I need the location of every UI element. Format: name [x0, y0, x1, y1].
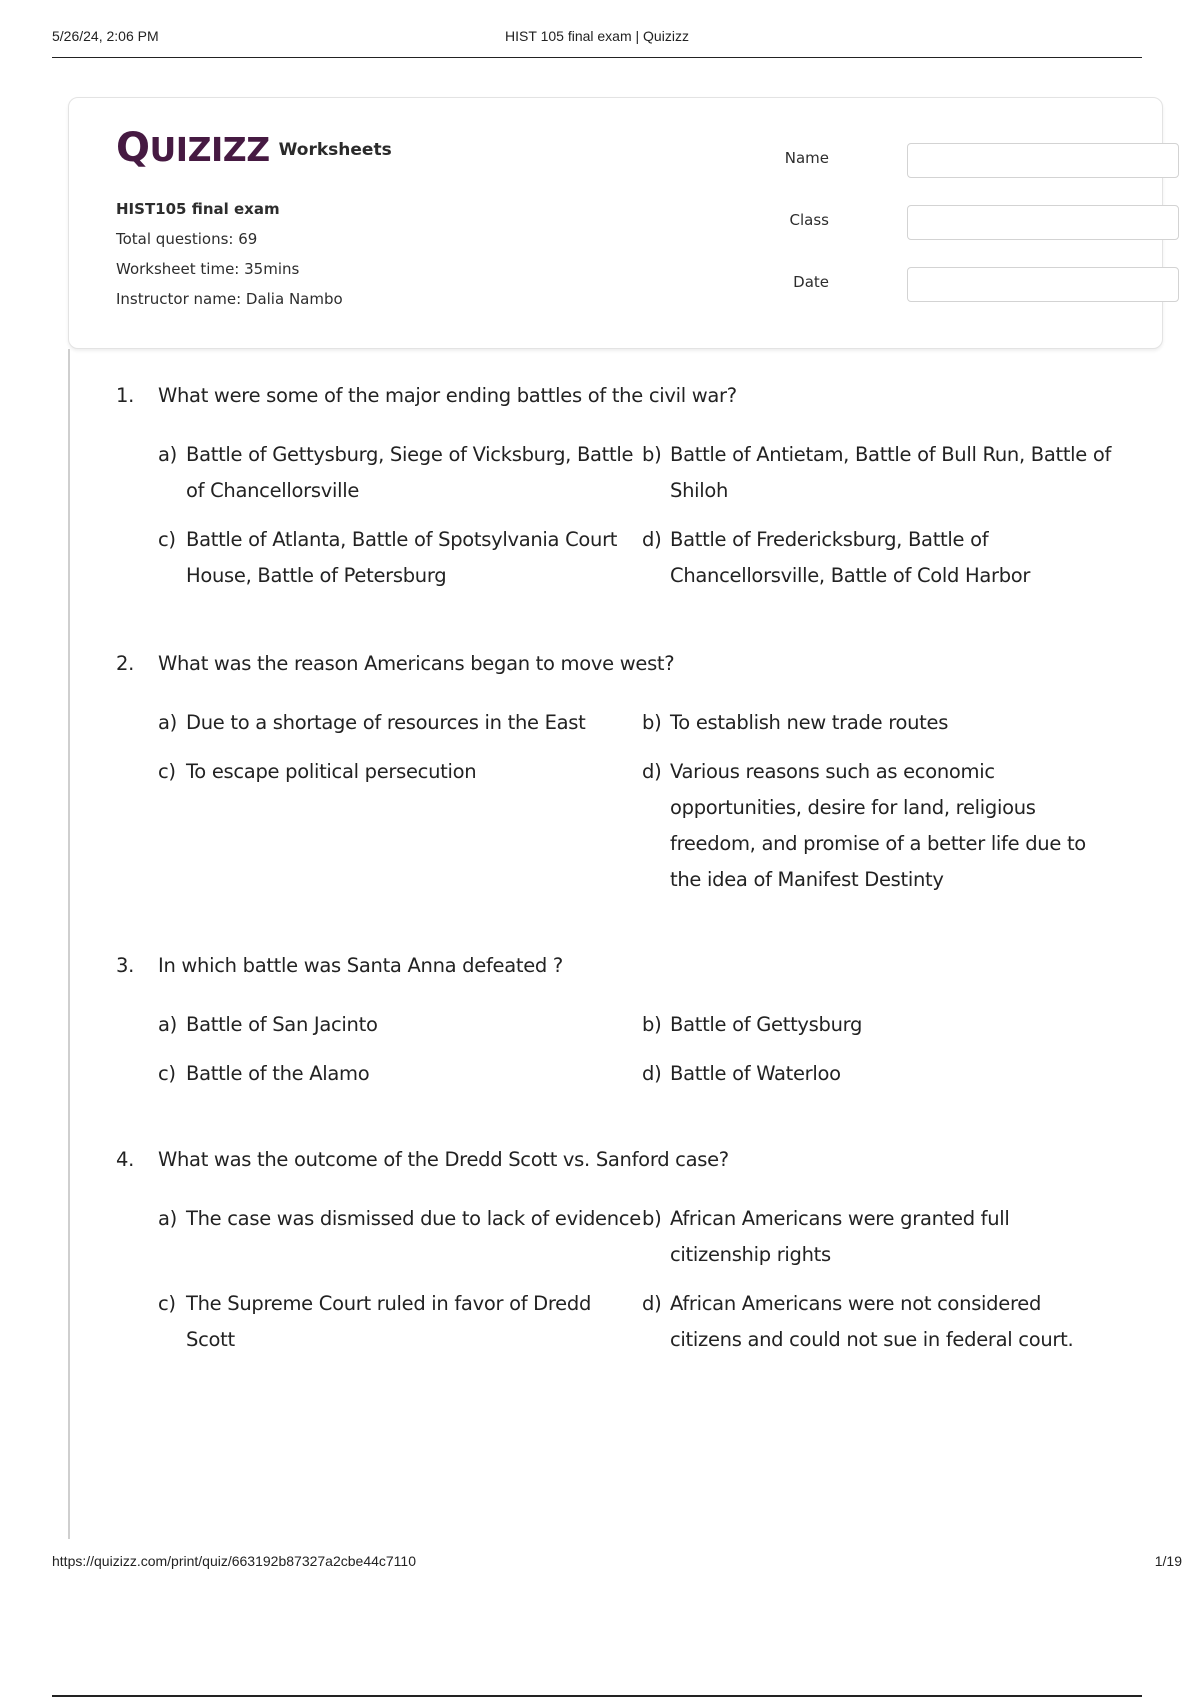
- question-options: [158, 1007, 1116, 1092]
- option-letter: c): [158, 528, 176, 551]
- option-letter: a): [158, 443, 177, 466]
- option-text: Battle of Antietam, Battle of Bull Run, Battle of Shiloh: [670, 443, 1112, 502]
- page-bottom-rule: [52, 1695, 1142, 1697]
- option-text: Various reasons such as economic opportunities, desire for land, religious freedom, and promise of a better life due to the idea of Manifest Destinty: [670, 760, 1086, 891]
- option-text: The Supreme Court ruled in favor of Dredd Scott: [186, 1292, 592, 1351]
- option-b[interactable]: [642, 437, 1112, 509]
- worksheet-meta: [116, 194, 343, 314]
- question-title: [116, 651, 1116, 677]
- date-field-row: [759, 267, 1119, 329]
- date-label: Date: [793, 273, 829, 291]
- question-number: 2.: [116, 652, 135, 675]
- option-text: Due to a shortage of resources in the East: [186, 711, 586, 734]
- question-title: [116, 1147, 1116, 1173]
- question-text: What was the outcome of the Dredd Scott vs. Sanford case?: [158, 1148, 729, 1171]
- option-d[interactable]: [642, 522, 1112, 594]
- logo-wordmark: UIZIZZ: [149, 130, 270, 169]
- option-c[interactable]: [158, 754, 642, 898]
- print-page-title: HIST 105 final exam | Quizizz: [505, 28, 689, 44]
- page-number: 1/19: [1154, 1553, 1182, 1569]
- option-text: African Americans were not considered citizens and could not sue in federal court.: [670, 1292, 1074, 1351]
- option-letter: c): [158, 760, 176, 783]
- option-b[interactable]: [642, 705, 1112, 741]
- option-letter: a): [158, 1013, 177, 1036]
- question-text: What was the reason Americans began to move west?: [158, 652, 675, 675]
- total-questions: Total questions: 69: [116, 230, 258, 248]
- option-text: Battle of Gettysburg: [670, 1013, 863, 1036]
- logo-q: Q: [116, 125, 150, 171]
- class-input[interactable]: [907, 205, 1179, 240]
- brand: [116, 125, 392, 171]
- name-field-row: [759, 143, 1119, 205]
- option-letter: c): [158, 1292, 176, 1315]
- option-a[interactable]: [158, 705, 642, 741]
- name-label: Name: [784, 149, 829, 167]
- question-number: 4.: [116, 1148, 135, 1171]
- question-number: 1.: [116, 384, 135, 407]
- print-url: https://quizizz.com/print/quiz/663192b87327a2cbe44c7110: [52, 1553, 416, 1569]
- option-letter: c): [158, 1062, 176, 1085]
- question-4: [116, 1147, 1116, 1358]
- option-b[interactable]: [642, 1201, 1112, 1273]
- product-name: Worksheets: [278, 140, 392, 160]
- option-c[interactable]: [158, 1056, 642, 1092]
- question-options: [158, 1201, 1116, 1358]
- print-datetime: 5/26/24, 2:06 PM: [52, 28, 159, 44]
- option-a[interactable]: [158, 1201, 642, 1273]
- question-1: [116, 383, 1116, 594]
- date-input[interactable]: [907, 267, 1179, 302]
- question-2: [116, 651, 1116, 898]
- option-a[interactable]: [158, 437, 642, 509]
- option-d[interactable]: [642, 754, 1112, 898]
- option-letter: d): [642, 760, 662, 783]
- option-text: To establish new trade routes: [670, 711, 949, 734]
- option-letter: a): [158, 711, 177, 734]
- option-text: Battle of Waterloo: [670, 1062, 841, 1085]
- worksheet-header-card: [68, 97, 1163, 349]
- question-text: In which battle was Santa Anna defeated ?: [158, 954, 563, 977]
- question-text: What were some of the major ending battles of the civil war?: [158, 384, 737, 407]
- question-title: [116, 953, 1116, 979]
- worksheet-time: Worksheet time: 35mins: [116, 260, 300, 278]
- question-3: [116, 953, 1116, 1092]
- option-c[interactable]: [158, 1286, 642, 1358]
- option-letter: d): [642, 528, 662, 551]
- question-title: [116, 383, 1116, 409]
- worksheet-title: HIST105 final exam: [116, 200, 280, 218]
- option-text: Battle of Fredericksburg, Battle of Chancellorsville, Battle of Cold Harbor: [670, 528, 1031, 587]
- option-text: Battle of Atlanta, Battle of Spotsylvania Court House, Battle of Petersburg: [186, 528, 618, 587]
- option-letter: b): [642, 1013, 662, 1036]
- quizizz-logo: [116, 125, 270, 171]
- option-text: Battle of Gettysburg, Siege of Vicksburg, Battle of Chancellorsville: [186, 443, 634, 502]
- option-letter: b): [642, 443, 662, 466]
- option-c[interactable]: [158, 522, 642, 594]
- option-letter: a): [158, 1207, 177, 1230]
- left-rule: [68, 349, 70, 1539]
- option-d[interactable]: [642, 1056, 1112, 1092]
- student-fields: [759, 143, 1119, 329]
- class-label: Class: [789, 211, 829, 229]
- print-header: [52, 28, 1142, 58]
- option-letter: b): [642, 711, 662, 734]
- option-letter: d): [642, 1062, 662, 1085]
- question-options: [158, 705, 1116, 898]
- option-text: Battle of San Jacinto: [186, 1013, 378, 1036]
- option-text: Battle of the Alamo: [186, 1062, 370, 1085]
- option-a[interactable]: [158, 1007, 642, 1043]
- option-letter: d): [642, 1292, 662, 1315]
- option-text: The case was dismissed due to lack of evidence: [186, 1207, 641, 1230]
- option-b[interactable]: [642, 1007, 1112, 1043]
- question-number: 3.: [116, 954, 135, 977]
- option-d[interactable]: [642, 1286, 1112, 1358]
- option-letter: b): [642, 1207, 662, 1230]
- option-text: To escape political persecution: [186, 760, 477, 783]
- question-options: [158, 437, 1116, 594]
- class-field-row: [759, 205, 1119, 267]
- name-input[interactable]: [907, 143, 1179, 178]
- option-text: African Americans were granted full citizenship rights: [670, 1207, 1010, 1266]
- instructor-name: Instructor name: Dalia Nambo: [116, 290, 343, 308]
